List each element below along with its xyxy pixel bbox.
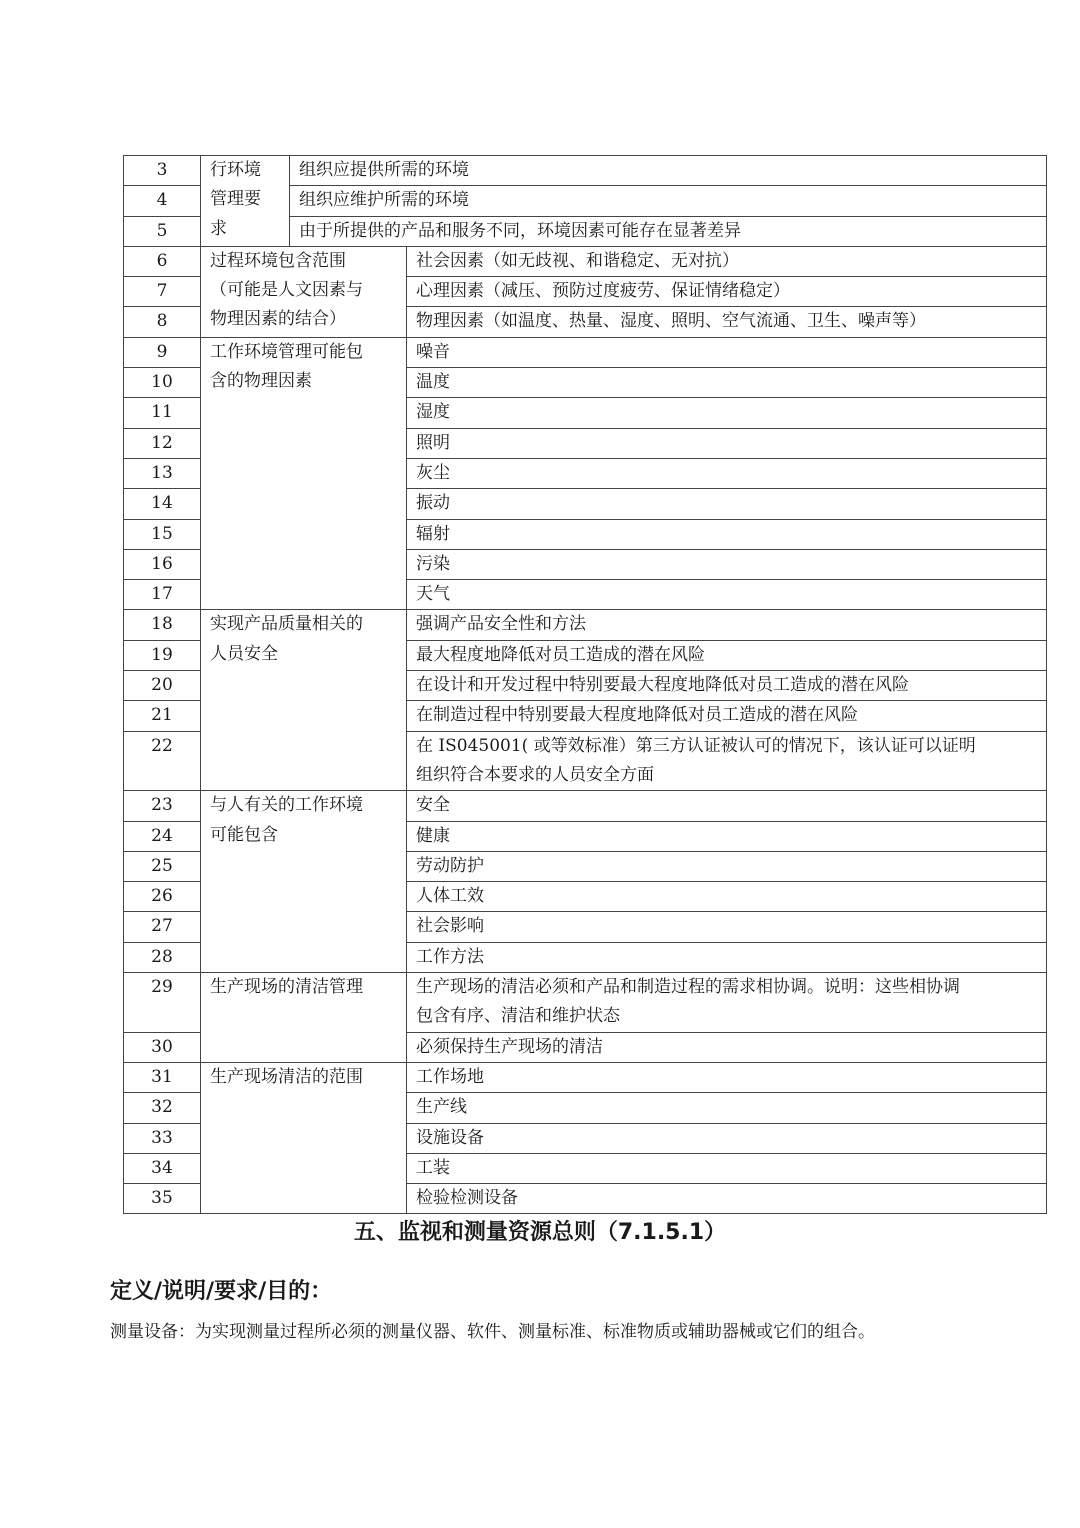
item-cell: 心理因素（减压、预防过度疲劳、保证情绪稳定） <box>407 277 1047 307</box>
row-number: 4 <box>124 186 201 216</box>
definition-paragraph: 测量设备：为实现测量过程所必须的测量仪器、软件、测量标准、标准物质或辅助器械或它们的组合。 <box>110 1322 875 1342</box>
item-cell: 组织应提供所需的环境 <box>290 156 1047 186</box>
row-number: 15 <box>124 519 201 549</box>
row-number: 12 <box>124 428 201 458</box>
item-cell: 强调产品安全性和方法 <box>407 610 1047 640</box>
category-cell: 生产现场清洁的范围 <box>201 1062 407 1213</box>
category-cell: 工作环境管理可能包 含的物理因素 <box>201 337 407 610</box>
row-number: 29 <box>124 973 201 1033</box>
row-number: 8 <box>124 307 201 337</box>
row-number: 31 <box>124 1062 201 1092</box>
row-number: 33 <box>124 1123 201 1153</box>
item-cell: 工作场地 <box>407 1062 1047 1092</box>
category-cell: 生产现场的清洁管理 <box>201 973 407 1063</box>
category-cell: 实现产品质量相关的 人员安全 <box>201 610 407 791</box>
row-number: 28 <box>124 942 201 972</box>
row-number: 5 <box>124 216 201 246</box>
row-number: 27 <box>124 912 201 942</box>
item-cell: 在设计和开发过程中特别要最大程度地降低对员工造成的潜在风险 <box>407 671 1047 701</box>
row-number: 23 <box>124 791 201 821</box>
category-cell: 行环境 管理要 求 <box>201 156 290 247</box>
row-number: 21 <box>124 701 201 731</box>
row-number: 9 <box>124 337 201 367</box>
item-cell: 湿度 <box>407 398 1047 428</box>
section-subheading: 定义/说明/要求/目的： <box>110 1279 333 1304</box>
row-number: 35 <box>124 1184 201 1214</box>
item-cell: 劳动防护 <box>407 851 1047 881</box>
row-number: 10 <box>124 368 201 398</box>
item-cell: 噪音 <box>407 337 1047 367</box>
item-cell: 人体工效 <box>407 882 1047 912</box>
table-row <box>124 1062 1047 1092</box>
row-number: 6 <box>124 246 201 276</box>
item-cell: 污染 <box>407 549 1047 579</box>
item-cell: 社会影响 <box>407 912 1047 942</box>
item-cell: 在 IS045001( 或等效标准）第三方认证被认可的情况下，该认证可以证明 组织符合本要求的人员安全方面 <box>407 731 1047 791</box>
row-number: 30 <box>124 1032 201 1062</box>
table-row <box>124 610 1047 640</box>
item-cell: 物理因素（如温度、热量、湿度、照明、空气流通、卫生、噪声等） <box>407 307 1047 337</box>
item-cell: 在制造过程中特别要最大程度地降低对员工造成的潜在风险 <box>407 701 1047 731</box>
table-row <box>124 246 1047 276</box>
row-number: 3 <box>124 156 201 186</box>
item-cell: 由于所提供的产品和服务不同，环境因素可能存在显著差异 <box>290 216 1047 246</box>
row-number: 16 <box>124 549 201 579</box>
category-cell: 过程环境包含范围 （可能是人文因素与 物理因素的结合） <box>201 246 407 337</box>
row-number: 18 <box>124 610 201 640</box>
table-row <box>124 973 1047 1033</box>
table-row <box>124 791 1047 821</box>
row-number: 34 <box>124 1153 201 1183</box>
item-cell: 工装 <box>407 1153 1047 1183</box>
item-cell: 组织应维护所需的环境 <box>290 186 1047 216</box>
row-number: 25 <box>124 851 201 881</box>
row-number: 7 <box>124 277 201 307</box>
item-cell: 社会因素（如无歧视、和谐稳定、无对抗） <box>407 246 1047 276</box>
item-cell: 辐射 <box>407 519 1047 549</box>
row-number: 32 <box>124 1093 201 1123</box>
item-cell: 必须保持生产现场的清洁 <box>407 1032 1047 1062</box>
row-number: 22 <box>124 731 201 791</box>
item-cell: 天气 <box>407 580 1047 610</box>
row-number: 20 <box>124 671 201 701</box>
section-heading: 五、监视和测量资源总则（7.1.5.1） <box>353 1220 727 1245</box>
item-cell: 振动 <box>407 489 1047 519</box>
item-cell: 健康 <box>407 821 1047 851</box>
item-cell: 照明 <box>407 428 1047 458</box>
item-cell: 工作方法 <box>407 942 1047 972</box>
item-cell: 生产现场的清洁必须和产品和制造过程的需求相协调。说明：这些相协调 包含有序、清洁和维护状态 <box>407 973 1047 1033</box>
row-number: 19 <box>124 640 201 670</box>
item-cell: 灰尘 <box>407 458 1047 488</box>
row-number: 24 <box>124 821 201 851</box>
row-number: 13 <box>124 458 201 488</box>
requirements-table <box>123 155 1047 1214</box>
row-number: 11 <box>124 398 201 428</box>
item-cell: 最大程度地降低对员工造成的潜在风险 <box>407 640 1047 670</box>
category-cell: 与人有关的工作环境 可能包含 <box>201 791 407 973</box>
row-number: 14 <box>124 489 201 519</box>
item-cell: 温度 <box>407 368 1047 398</box>
table-row <box>124 156 1047 186</box>
item-cell: 生产线 <box>407 1093 1047 1123</box>
row-number: 26 <box>124 882 201 912</box>
table-row <box>124 337 1047 367</box>
item-cell: 设施设备 <box>407 1123 1047 1153</box>
item-cell: 检验检测设备 <box>407 1184 1047 1214</box>
item-cell: 安全 <box>407 791 1047 821</box>
row-number: 17 <box>124 580 201 610</box>
